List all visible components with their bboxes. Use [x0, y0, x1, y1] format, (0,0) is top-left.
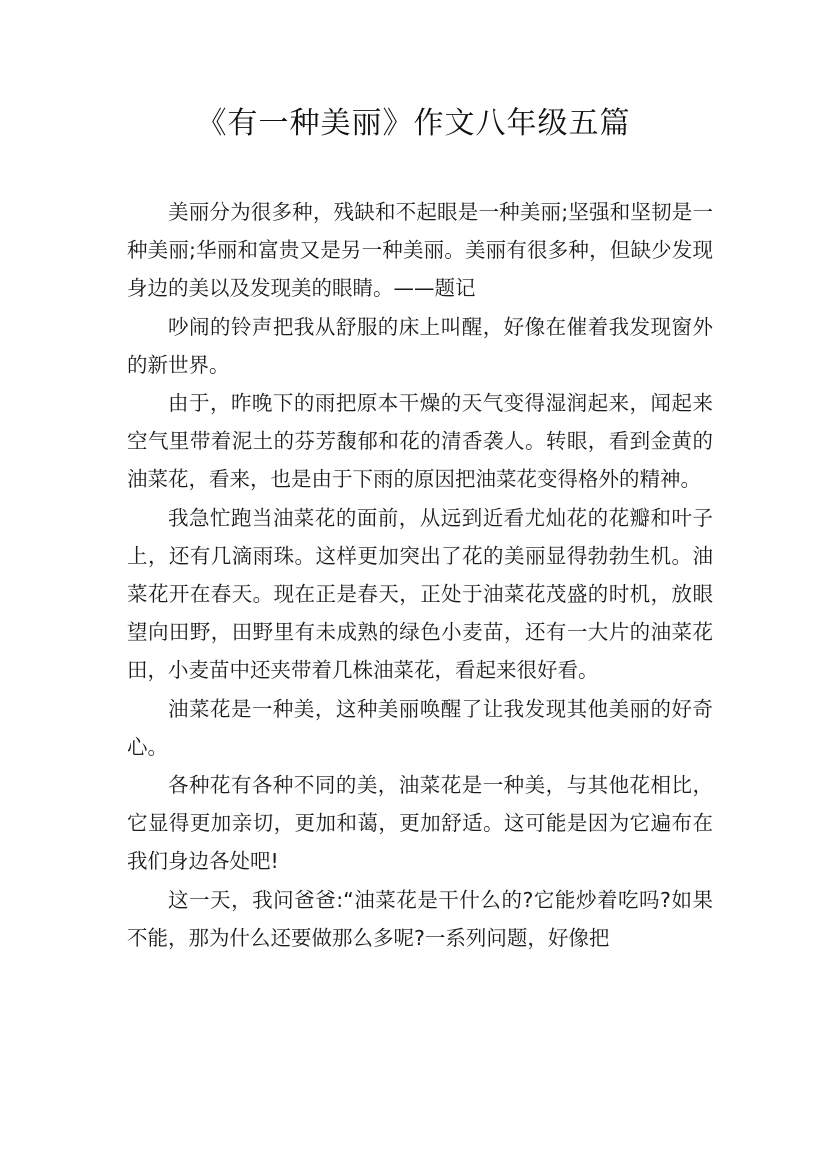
paragraph: 由于，昨晚下的雨把原本干燥的天气变得湿润起来，闻起来空气里带着泥土的芬芳馥郁和花的清香袭人。转眼，看到金黄的油菜花，看来，也是由于下雨的原因把油菜花变得格外的精神。 — [127, 391, 713, 492]
document-title: 《有一种美丽》作文八年级五篇 — [196, 106, 631, 141]
paragraph-preface: 美丽分为很多种，残缺和不起眼是一种美丽;坚强和坚韧是一种美丽;华丽和富贵又是另一种美丽。美丽有很多种，但缺少发现身边的美以及发现美的眼睛。——题记 — [127, 200, 713, 301]
document-body — [127, 193, 713, 957]
paragraph: 吵闹的铃声把我从舒服的床上叫醒，好像在催着我发现窗外的新世界。 — [127, 314, 713, 377]
paragraph: 我急忙跑当油菜花的面前，从远到近看尤灿花的花瓣和叶子上，还有几滴雨珠。这样更加突出了花的美丽显得勃勃生机。油菜花开在春天。现在正是春天，正处于油菜花茂盛的时机，放眼望向田野，田野里有未成熟的绿色小麦苗，还有一大片的油菜花田，小麦苗中还夹带着几株油菜花，看起来很好看。 — [127, 505, 713, 683]
paragraph: 这一天，我问爸爸:“油菜花是干什么的?它能炒着吃吗?如果不能，那为什么还要做那么多呢?一系列问题，好像把 — [127, 887, 713, 950]
paragraph: 油菜花是一种美，这种美丽唤醒了让我发现其他美丽的好奇心。 — [127, 696, 713, 759]
paragraph: 各种花有各种不同的美，油菜花是一种美，与其他花相比，它显得更加亲切，更加和蔼，更加舒适。这可能是因为它遍布在我们身边各处吧! — [127, 773, 713, 874]
